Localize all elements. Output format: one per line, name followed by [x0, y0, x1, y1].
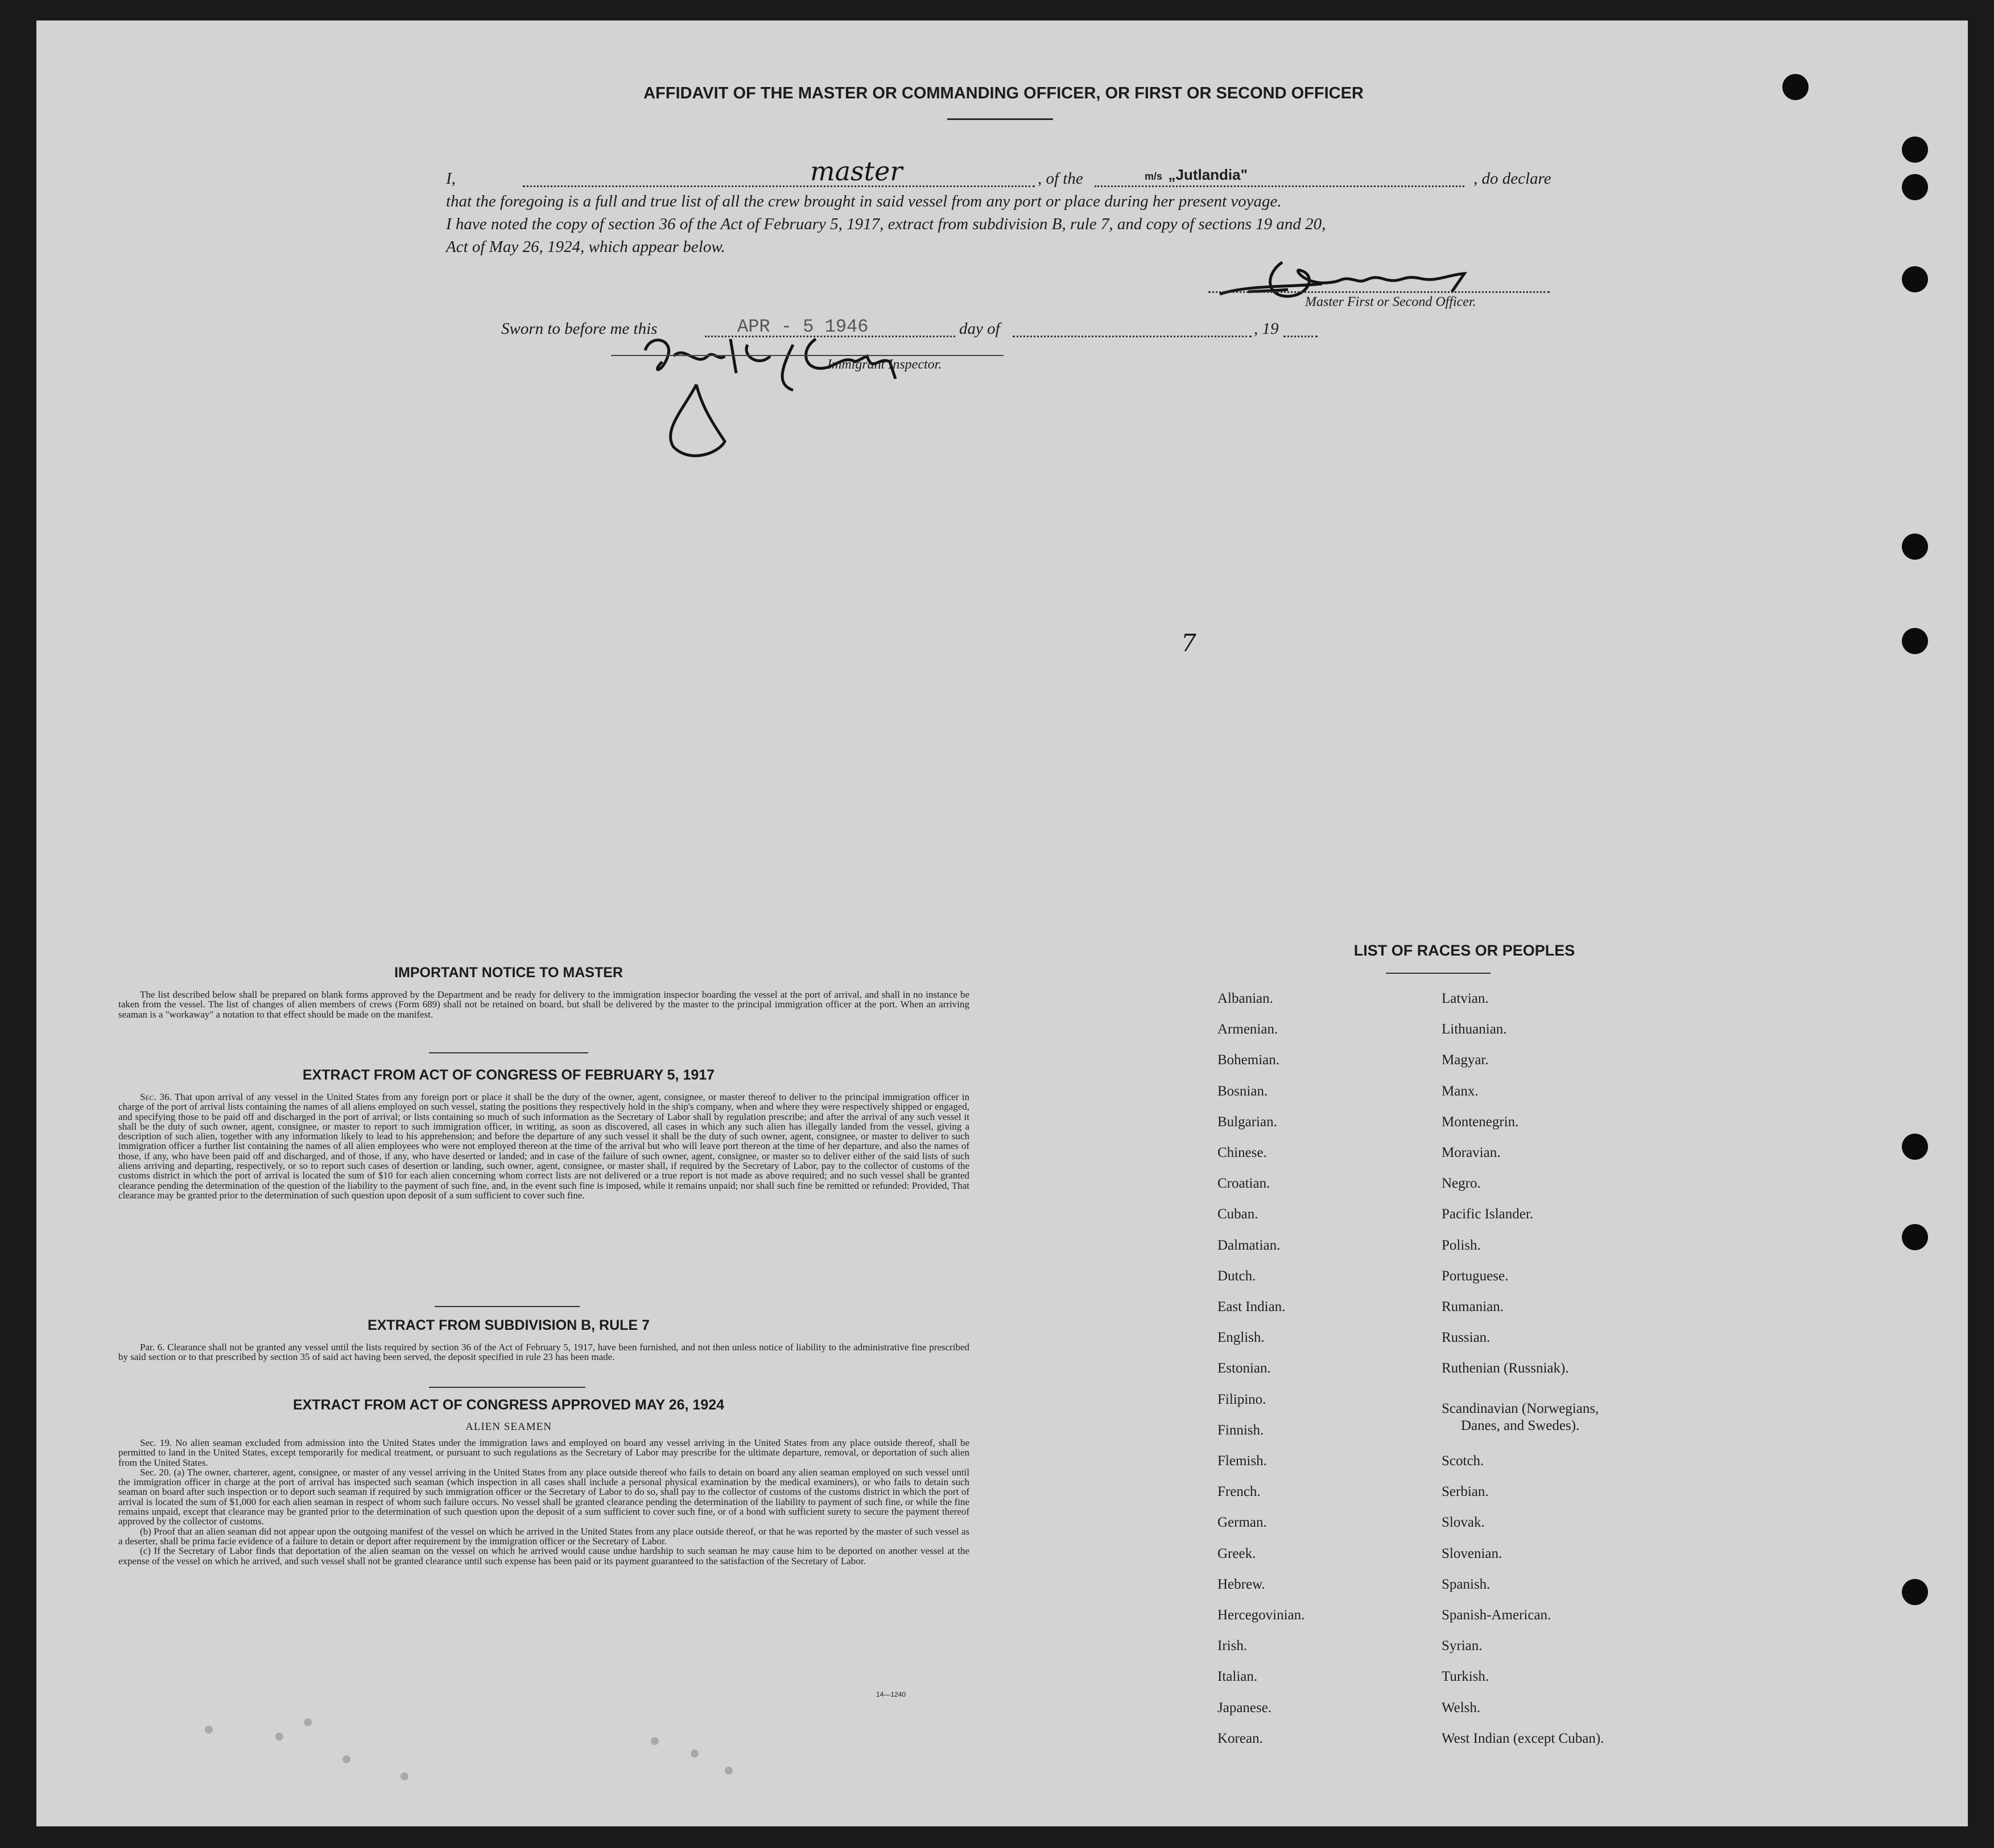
form-number: 14—1240 [876, 1690, 906, 1698]
year-prefix: , 19 [1254, 320, 1279, 338]
race-item: Armenian. [1217, 1022, 1278, 1037]
vessel-name: „Jutlandia" [1168, 166, 1248, 183]
race-item: Syrian. [1442, 1638, 1483, 1654]
races-title: LIST OF RACES OR PEOPLES [1353, 942, 1575, 959]
master-caption: Master First or Second Officer. [1305, 295, 1476, 309]
race-item: Bulgarian. [1217, 1114, 1277, 1130]
punch-hole [1782, 74, 1809, 100]
rule7-title: EXTRACT FROM SUBDIVISION B, RULE 7 [368, 1317, 650, 1333]
section-36-text: That upon arrival of any vessel in the United States from any foreign port or place it shall be the duty of the owner, agent, consignee, or master thereof to deliver to the principal immigration officer in charge of the port of arrival lists containing the names of all aliens employed on such vessel, stating the positions they respectively hold in the ship's company, when and where they were respectively shipped or engaged, and specifying those to be paid off and discharged in the port of arrival; or lists containing so much of such information as the Secretary of Labor shall by regulation prescribe; and after the arrival of any such vessel it shall be the duty of such owner, agent, consignee, or master to report to such immigration officer, in writing, as soon as discovered, all cases in which any such alien has illegally landed from the vessel, giving a description of such alien, together with any information likely to lead to his apprehension; and before the departure of any such vessel it shall be the duty of such owner, agent, consignee, or master to deliver to such immigration officer a further list containing the names of all alien employees who were not employed thereon at the time of the arrival but who will leave port thereon at the time of her departure, and also the names of those, if any, who have been paid off and discharged, and of those, if any, who have deserted or landed; and in case of the failure of such owner, agent, consignee, or master so to deliver either of the said lists of such aliens arriving and departing, respectively, or so to report such cases of desertion or landing, such owner, agent, consignee, or master shall, if required by the Secretary of Labor, pay to the collector of customs of the customs district in which the port of arrival is located the sum of $10 for each alien concerning whom correct lists are not delivered or a true report is not made as above required; and no such vessel shall be granted clearance pending the determination of the question of the liability to the payment of such fine, and, in the event such fine is imposed, while it remains unpaid; nor shall such fine be remitted or refunded: Provided, That clearance may be granted prior to the determination of such question upon deposit of a sum sufficient to cover such fine. [118, 1092, 969, 1201]
race-item: Estonian. [1217, 1361, 1271, 1376]
year-field [1283, 336, 1318, 337]
dust-speck [342, 1755, 350, 1763]
punch-hole [1902, 534, 1928, 560]
race-item: Italian. [1217, 1669, 1258, 1685]
day-of-label: day of [959, 320, 1000, 338]
title-divider [947, 118, 1053, 120]
act1924-divider [429, 1387, 585, 1388]
dust-speck [651, 1737, 659, 1745]
race-item: Manx. [1442, 1083, 1479, 1099]
alien-seamen-subtitle: ALIEN SEAMEN [465, 1421, 552, 1433]
race-item: Serbian. [1442, 1484, 1489, 1500]
affidavit-line-1 [446, 169, 456, 188]
act1924-body [118, 1438, 969, 1566]
race-item: Dalmatian. [1217, 1237, 1281, 1253]
race-item: Lithuanian. [1442, 1022, 1507, 1037]
affidavit-line-2: that the foregoing is a full and true list of all the crew brought in said vessel from any port or place during her present voyage. [446, 192, 1282, 210]
dust-speck [401, 1772, 408, 1780]
dust-speck [725, 1767, 733, 1775]
sworn-prefix: Sworn to before me this [501, 320, 658, 338]
race-item: Spanish. [1442, 1576, 1491, 1592]
race-item: Finnish. [1217, 1422, 1264, 1438]
affidavit-title: AFFIDAVIT OF THE MASTER OR COMMANDING OFFICER, OR FIRST OR SECOND OFFICER [643, 84, 1364, 102]
punch-hole [1902, 174, 1928, 200]
vessel-stamp [1145, 166, 1248, 184]
race-item: Greek. [1217, 1545, 1256, 1561]
punch-hole [1902, 1134, 1928, 1160]
inspector-signature [628, 322, 924, 470]
race-item: Albanian. [1217, 991, 1273, 1006]
dust-speck [205, 1726, 213, 1734]
race-item: Hercegovinian. [1217, 1607, 1305, 1623]
inspector-signature-line [611, 355, 1004, 356]
race-item: Flemish. [1217, 1453, 1267, 1469]
affidavit-line-4: Act of May 26, 1924, which appear below. [446, 238, 725, 256]
race-item: French. [1217, 1484, 1261, 1500]
race-item: Pacific Islander. [1442, 1206, 1534, 1222]
race-item: Spanish-American. [1442, 1607, 1551, 1623]
inspector-caption: Immigrant Inspector. [827, 357, 942, 372]
race-item: Slovak. [1442, 1515, 1485, 1531]
notice-title: IMPORTANT NOTICE TO MASTER [394, 965, 623, 981]
race-item: Magyar. [1442, 1052, 1489, 1068]
vessel-prefix: m/s [1145, 171, 1163, 182]
race-item: Scandinavian (Norwegians, [1442, 1400, 1599, 1416]
race-item: Russian. [1442, 1330, 1491, 1346]
punch-hole [1902, 1224, 1928, 1250]
vessel-of-label: , of the [1038, 169, 1083, 188]
race-item: Turkish. [1442, 1669, 1489, 1685]
race-item: East Indian. [1217, 1299, 1286, 1314]
declarant-name-field [523, 185, 1035, 187]
vessel-name-field [1095, 185, 1464, 187]
race-item: Danes, and Swedes). [1461, 1417, 1580, 1433]
race-item: English. [1217, 1330, 1265, 1346]
punch-hole [1902, 628, 1928, 654]
race-item: Rumanian. [1442, 1299, 1504, 1314]
race-item: Scotch. [1442, 1453, 1484, 1469]
race-item: Negro. [1442, 1176, 1481, 1192]
race-item: West Indian (except Cuban). [1442, 1730, 1604, 1746]
declare-suffix: , do declare [1473, 169, 1551, 188]
race-item: Ruthenian (Russniak). [1442, 1361, 1569, 1376]
document-page [36, 20, 1968, 1826]
race-item: Welsh. [1442, 1700, 1481, 1715]
race-item: Irish. [1217, 1638, 1248, 1654]
notice-body [118, 990, 969, 1019]
races-divider [1386, 973, 1491, 974]
race-item: Moravian. [1442, 1145, 1501, 1160]
date-stamp: APR - 5 1946 [737, 316, 869, 337]
section-20c-text: (c) If the Secretary of Labor finds that deportation of the alien seaman on the vessel on which he arrived would cause undue hardship to such seaman he may cause him to be deported on another vessel at the expense of the vessel on which he arrived, and such vessel shall not be granted clearance until such expense has been paid or its payment guaranteed to the satisfaction of the Secretary of Labor. [118, 1545, 969, 1566]
section-20a-text: Sec. 20. (a) The owner, charterer, agent, consignee, or master of any vessel arriving in the United States from any place outside thereof who fails to detain on board any alien seaman employed on such vessel until the immigration officer in charge at the port of arrival has inspected such seaman (which inspection in all cases shall include a personal physical examination by the medical examiners), or who fails to detain such seaman on board after such inspection or to deport such seaman if required by such immigration officer or the Secretary of Labor to do so, shall pay to the collector of customs of the customs district in which the port of arrival is located the sum of $1,000 for each alien seaman in respect of whom such failure occurs. No vessel shall be granted clearance pending the determination of the liability to payment of such fine, or while the fine remains unpaid, except that clearance may be granted prior to the determination of such question upon the deposit of a sum sufficient to cover such fine, or of a bond with sufficient surety to secure the payment thereof approved by the collector of customs. [118, 1466, 969, 1527]
race-item: Slovenian. [1442, 1545, 1502, 1561]
master-signature-line [1208, 291, 1550, 293]
race-item: Hebrew. [1217, 1576, 1265, 1592]
section-36-label: Sec. 36. [140, 1092, 172, 1102]
act1924-title: EXTRACT FROM ACT OF CONGRESS APPROVED MAY 26, 1924 [292, 1397, 725, 1413]
section-19-text: Sec. 19. No alien seaman excluded from admission into the United States under the immigration laws and employed on board any vessel arriving in the United States from any place outside thereof, shall be permitted to land in the United States, except temporarily for medical treatment, or pursuant to such regulations as the Secretary of Labor may prescribe for the ultimate departure, removal, or deportation of such alien from the United States. [118, 1437, 969, 1468]
punch-hole [1902, 266, 1928, 292]
race-item: Bohemian. [1217, 1052, 1280, 1068]
race-item: German. [1217, 1515, 1267, 1531]
dust-speck [304, 1718, 312, 1726]
race-item: Chinese. [1217, 1145, 1267, 1160]
race-item: Japanese. [1217, 1700, 1272, 1715]
notice-paragraph: The list described below shall be prepared on blank forms approved by the Department and be ready for delivery to the immigration inspector boarding the vessel at the port of arrival, and shall in no instance be taken from the vessel. The list of changes of alien members of crews (Form 689) shall not be retained on board, but shall be delivered by the master to the principal immigration officer at the port. When an arriving seaman is a "workaway" a notation to that effect should be made on the manifest. [118, 989, 969, 1020]
dust-speck [691, 1750, 699, 1758]
notice-divider [429, 1052, 588, 1053]
race-item: Filipino. [1217, 1391, 1266, 1407]
rule7-body [118, 1342, 969, 1362]
handwritten-mark: 7 [1181, 629, 1196, 657]
race-item: Cuban. [1217, 1206, 1258, 1222]
extract-1917-paragraph [118, 1092, 969, 1200]
declarant-prefix: I, [446, 169, 456, 188]
extract-1917-body [118, 1092, 969, 1200]
extract-1917-title: EXTRACT FROM ACT OF CONGRESS OF FEBRUARY 5, 1917 [302, 1067, 715, 1083]
dust-speck [275, 1733, 283, 1740]
race-item: Dutch. [1217, 1268, 1256, 1284]
race-item: Polish. [1442, 1237, 1481, 1253]
rule7-divider [435, 1306, 580, 1307]
affidavit-line-3: I have noted the copy of section 36 of the Act of February 5, 1917, extract from subdivision B, rule 7, and copy of sections 19 and 20, [446, 215, 1326, 233]
month-field [1013, 336, 1252, 337]
rule7-paragraph: Par. 6. Clearance shall not be granted any vessel until the lists required by section 36 of the Act of February 5, 1917, have been furnished, and not then unless notice of liability to the administrative fine prescribed by said section or to that prescribed by section 35 of said act having been served, the deposit specified in rule 23 has been made. [118, 1342, 969, 1363]
race-item: Portuguese. [1442, 1268, 1509, 1284]
handwritten-role: master [810, 156, 903, 187]
punch-hole [1902, 1579, 1928, 1605]
race-item: Latvian. [1442, 991, 1489, 1006]
section-20b-text: (b) Proof that an alien seaman did not appear upon the outgoing manifest of the vessel on which he arrived in the United States from any place outside thereof, or that he was reported by the master of such vessel as a deserter, shall be prima facie evidence of a failure to detain or deport after requirement by the immigration officer or the Secretary of Labor. [118, 1525, 969, 1547]
race-item: Montenegrin. [1442, 1114, 1519, 1130]
race-item: Bosnian. [1217, 1083, 1268, 1099]
race-item: Korean. [1217, 1730, 1263, 1746]
punch-hole [1902, 137, 1928, 163]
race-item: Croatian. [1217, 1176, 1270, 1192]
